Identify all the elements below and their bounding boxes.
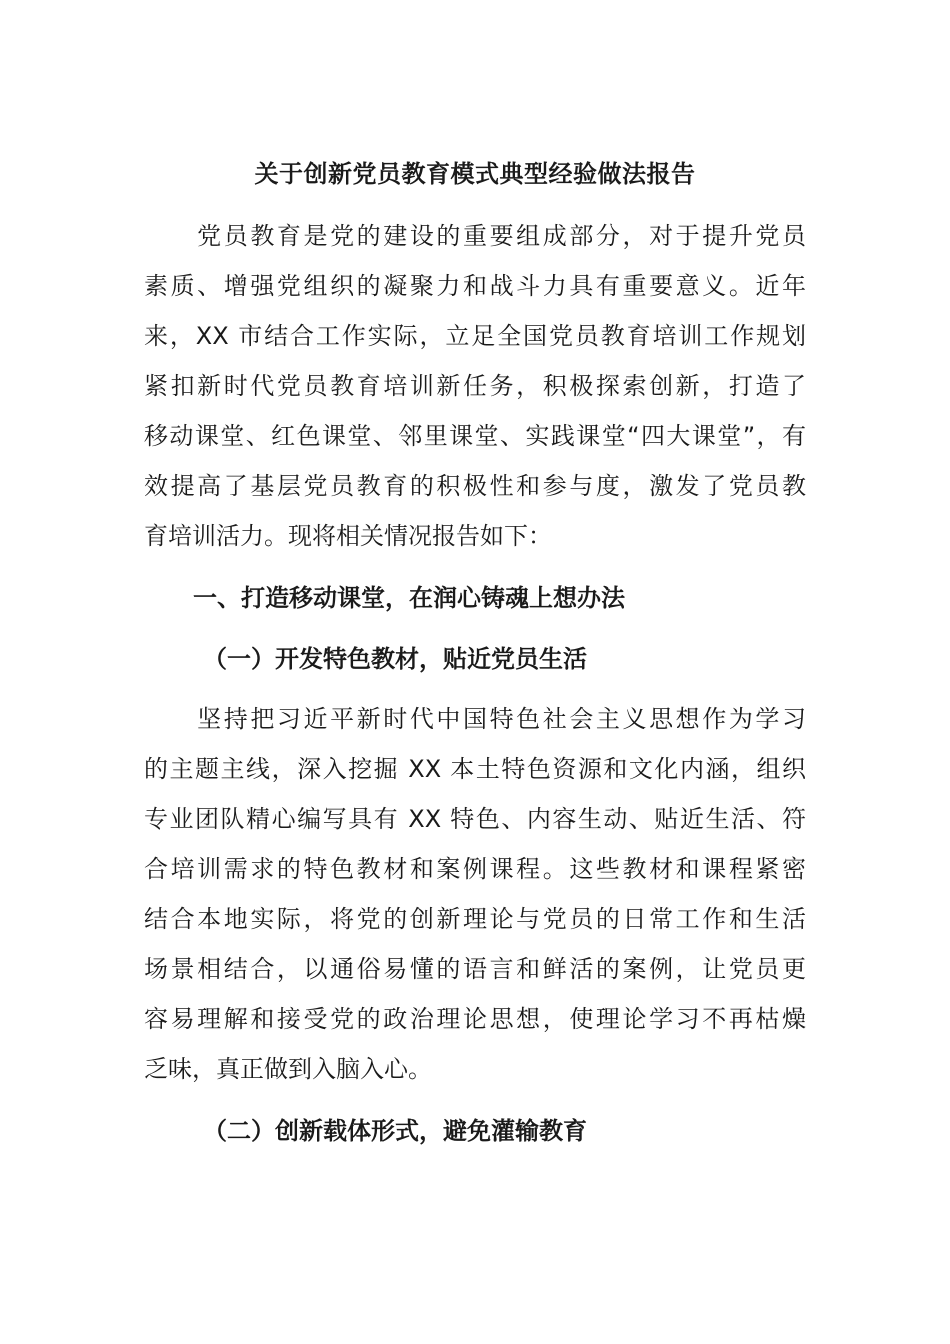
paragraph-line: 素质、增强党组织的凝聚力和战斗力具有重要意义。近年 <box>144 272 806 300</box>
subsection-heading-2: （二）创新载体形式，避免灌输教育 <box>203 1117 587 1145</box>
intro-paragraph <box>144 211 806 561</box>
subsection-1-paragraph <box>144 694 806 1094</box>
paragraph-line: 的主题主线，深入挖掘 XX 本土特色资源和文化内涵，组织 <box>144 755 806 783</box>
paragraph-line: 场景相结合，以通俗易懂的语言和鲜活的案例，让党员更 <box>144 955 806 983</box>
paragraph-line: 紧扣新时代党员教育培训新任务，积极探索创新，打造了 <box>144 372 806 400</box>
paragraph-line: 容易理解和接受党的政治理论思想，使理论学习不再枯燥 <box>144 1005 806 1033</box>
section-heading-1: 一、打造移动课堂，在润心铸魂上想办法 <box>193 584 625 612</box>
document-title: 关于创新党员教育模式典型经验做法报告 <box>254 160 696 188</box>
paragraph-line: 结合本地实际，将党的创新理论与党员的日常工作和生活 <box>144 905 806 933</box>
paragraph-line: 坚持把习近平新时代中国特色社会主义思想作为学习 <box>144 705 806 733</box>
paragraph-line: 专业团队精心编写具有 XX 特色、内容生动、贴近生活、符 <box>144 805 806 833</box>
paragraph-line: 移动课堂、红色课堂、邻里课堂、实践课堂“四大课堂”，有 <box>144 422 806 450</box>
paragraph-line: 效提高了基层党员教育的积极性和参与度，激发了党员教 <box>144 472 806 500</box>
paragraph-line: 合培训需求的特色教材和案例课程。这些教材和课程紧密 <box>144 855 806 883</box>
paragraph-line: 乏味，真正做到入脑入心。 <box>144 1055 432 1083</box>
paragraph-line: 育培训活力。现将相关情况报告如下： <box>144 522 552 550</box>
paragraph-line: 来，XX 市结合工作实际，立足全国党员教育培训工作规划 <box>144 322 806 350</box>
paragraph-line: 党员教育是党的建设的重要组成部分，对于提升党员 <box>144 222 806 250</box>
subsection-heading-1: （一）开发特色教材，贴近党员生活 <box>203 645 587 673</box>
